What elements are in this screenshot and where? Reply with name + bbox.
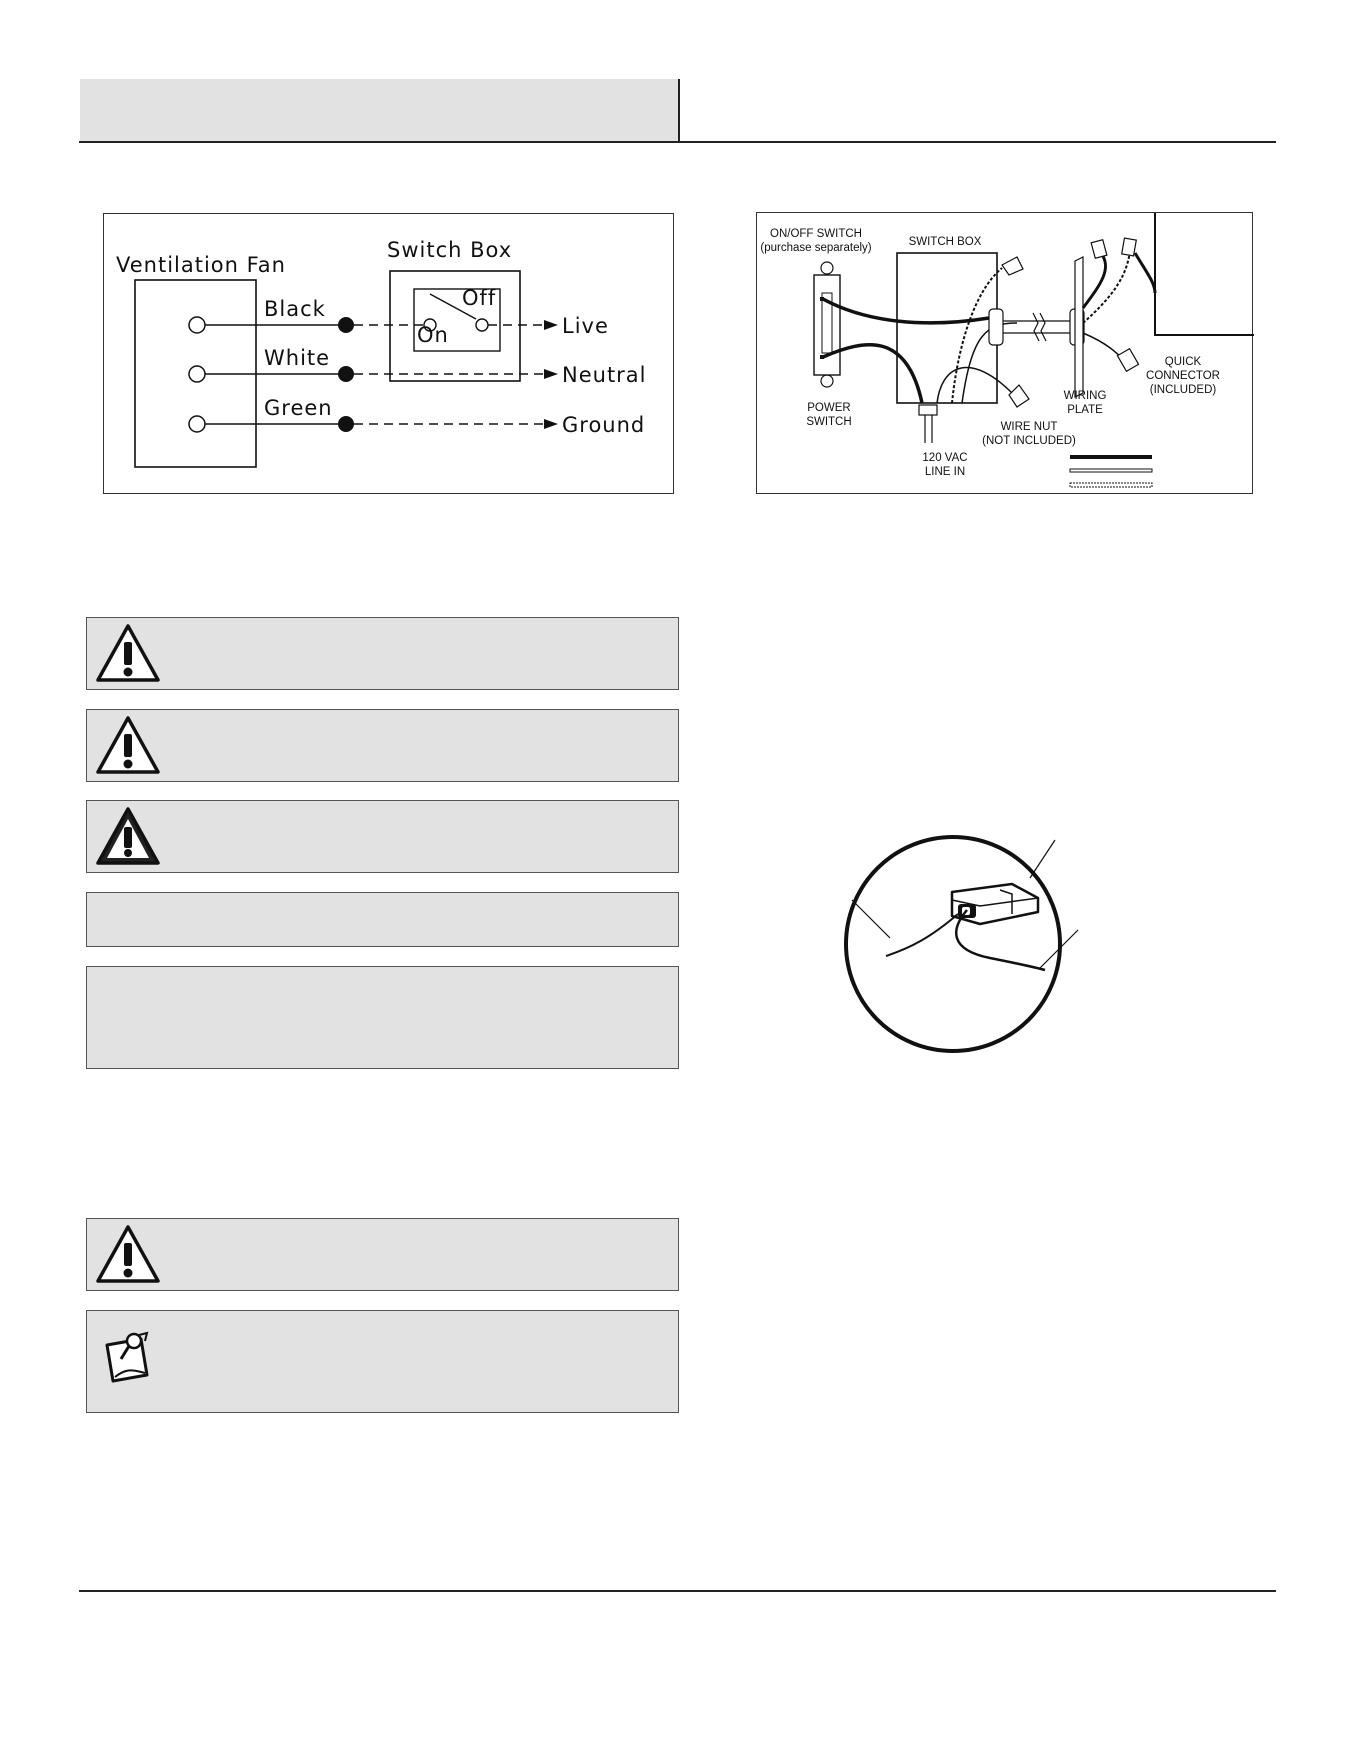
label-switch: SWITCH [806, 416, 852, 428]
label-quick: QUICK [1164, 356, 1202, 368]
switch-box-outline [897, 253, 997, 403]
wire-nut-bottom [1009, 385, 1029, 407]
header-divider [678, 79, 680, 143]
connector-detail-svg [840, 820, 1120, 1070]
fan-terminal-white [189, 366, 205, 382]
quick-connector-detail [840, 820, 1120, 1070]
arrow-live [544, 320, 558, 330]
label-plate: PLATE [1067, 404, 1103, 416]
switch-off-label: Off [462, 286, 497, 310]
legend-black-wire [1070, 455, 1152, 459]
warning-box-4 [86, 1218, 679, 1291]
fan-lead-1 [1135, 253, 1155, 293]
label-switch-box: SWITCH BOX [908, 236, 982, 248]
junction-black [338, 317, 354, 333]
footer-rule [79, 1590, 1276, 1592]
warning-box-2 [86, 709, 679, 782]
warning-triangle-icon [95, 714, 161, 776]
label-120vac: 120 VAC [922, 452, 968, 464]
fan-label: Ventilation Fan [116, 253, 286, 277]
onoff-switch-device [814, 262, 840, 387]
wiring-diagram [756, 212, 1253, 494]
wire-label-green: Green [264, 396, 333, 420]
schematic-diagram [103, 213, 674, 494]
switch-box-label: Switch Box [387, 238, 513, 262]
warning-box-3 [86, 800, 679, 873]
fan-wire-1 [1083, 253, 1106, 308]
label-wiring: WIRING [1063, 390, 1107, 402]
conduit-connector-left [989, 309, 1003, 345]
arrow-neutral [544, 369, 558, 379]
legend-white-wire [1070, 469, 1152, 472]
schematic-svg [104, 214, 675, 495]
label-power: POWER [807, 402, 851, 414]
legend-ground-wire [1070, 483, 1152, 487]
wire-legend [1070, 455, 1152, 487]
arrow-ground [544, 419, 558, 429]
wiring-svg [757, 213, 1254, 495]
wiring-plate [1075, 257, 1083, 397]
note-box [86, 1310, 679, 1413]
dest-live: Live [562, 314, 609, 338]
label-connector: CONNECTOR [1146, 370, 1220, 382]
junction-green [338, 416, 354, 432]
label-wire-nut: WIRE NUT [1000, 421, 1058, 433]
switch-contact-off [476, 319, 488, 331]
fan-terminal-green [189, 416, 205, 432]
pushpin-note-icon [101, 1329, 161, 1389]
wire-label-white: White [264, 346, 331, 370]
header-rule [79, 141, 1276, 143]
label-line-in: LINE IN [924, 466, 966, 478]
warning-triangle-icon [95, 622, 161, 684]
wire-label-black: Black [264, 297, 326, 321]
leader-line-connector [1030, 840, 1055, 878]
cable-clamp [919, 405, 937, 415]
quick-connector-bottom [1117, 349, 1138, 372]
caution-triangle-icon [95, 805, 161, 867]
warning-triangle-icon [95, 1223, 161, 1285]
quick-connector-top [1091, 238, 1136, 258]
label-purchase-separately: (purchase separately) [760, 242, 872, 254]
switch-on-label: On [417, 323, 449, 347]
label-onoff-switch: ON/OFF SWITCH [770, 228, 862, 240]
dest-neutral: Neutral [562, 363, 647, 387]
header-band [80, 79, 680, 143]
fan-terminal-black [189, 317, 205, 333]
wire-nut-top [1002, 257, 1023, 275]
notice-box-2 [86, 966, 679, 1069]
detail-circle [846, 837, 1060, 1051]
label-not-included: (NOT INCLUDED) [982, 435, 1076, 447]
notice-box-1 [86, 892, 679, 947]
junction-white [338, 366, 354, 382]
dest-ground: Ground [562, 413, 646, 437]
fan-housing [1155, 213, 1254, 335]
warning-box-1 [86, 617, 679, 690]
label-included: (INCLUDED) [1149, 384, 1217, 396]
